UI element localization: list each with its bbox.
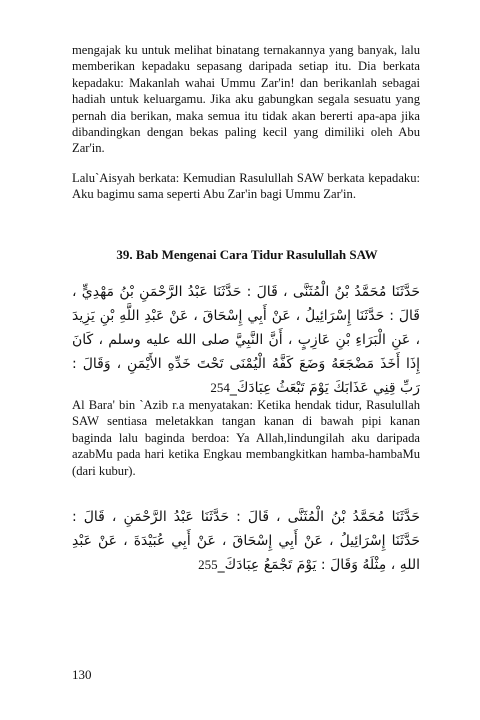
page-number: 130 [72,667,92,682]
paragraph-aisyah: Lalu`Aisyah berkata: Kemudian Rasulullah SAW berkata kepadaku: Aku bagimu sama seperti Abu Zar'in bagi Ummu Zar'in. [72,171,420,202]
hadith-255-number: 255 [198,557,218,572]
hadith-255-text: حَدَّثَنَا مُحَمَّدُ بْنُ الْمُثَنَّى ، قَالَ : حَدَّثَنَا عَبْدُ الرَّحْمَنِ ، قَالَ : حَدَّثَنَا إِسْرَائِيلُ ، عَنْ أَبِي إِسْحَاقَ ، عَنْ أَبِي عُبَيْدَةَ ، عَنْ عَبْدِ اللهِ ، مِثْلَهُ وَقَالَ : يَوْمَ تَجْمَعُ عِبَادَكَ [72,509,420,573]
paragraph-continuation: mengajak ku untuk melihat binatang ternakannya yang banyak, lalu memberikan kepadaku sepasang daripada setiap itu. Dia berkata kepadaku: Makanlah wahai Ummu Zar'in! dan berikanlah sebagai hadiah untuk keluargamu. Jika aku gabungkan segala sesuatu yang pernah dia berikan, maka semua itu tidak akan bererti apa-apa jika dibandingkan dengan bekas paling kecil yang dimiliki oleh Abu Zar'in. [72,43,420,156]
hadith-254-translation: Al Bara' bin `Azib r.a menyatakan: Ketika hendak tidur, Rasulullah SAW sentiasa meletakkan tangan kanan di bawah pipi kanan baginda lalu baginda berdoa: Ya Allah,lindungilah aku daripada azabMu pada hari ketika Engkau membangkitkan hamba-hambaMu (dari kubur). [72,398,420,478]
chapter-heading: 39. Bab Mengenai Cara Tidur Rasulullah SAW [116,247,378,262]
hadith-254-number: 254 [210,380,230,395]
hadith-254-text: حَدَّثَنَا مُحَمَّدُ بْنُ الْمُثَنَّى ، قَالَ : حَدَّثَنَا عَبْدُ الرَّحْمَنِ بْنُ مَهْدِيٍّ ، قَالَ : حَدَّثَنَا إِسْرَائِيلُ ، عَنْ أَبِي إِسْحَاقَ ، عَنْ عَبْدِ اللَّهِ بْنِ يَزِيدَ ، عَنِ الْبَرَاءِ بْنِ عَازِبٍ ، أَنَّ النَّبِيَّ صلى الله عليه وسلم ، كَانَ إِذَا أَخَذَ مَضْجَعَهُ وَضَعَ كَفَّهُ الْيُمْنَى تَحْتَ خَدِّهِ الأَيْمَنِ ، وَقَالَ : رَبِّ قِنِي عَذَابَكَ يَوْمَ تَبْعَثُ عِبَادَكَ [72,284,420,396]
hadith-255-arabic: حَدَّثَنَا مُحَمَّدُ بْنُ الْمُثَنَّى ، قَالَ : حَدَّثَنَا عَبْدُ الرَّحْمَنِ ، قَالَ : حَدَّثَنَا إِسْرَائِيلُ ، عَنْ أَبِي إِسْحَاقَ ، عَنْ أَبِي عُبَيْدَةَ ، عَنْ عَبْدِ اللهِ ، مِثْلَهُ وَقَالَ : يَوْمَ تَجْمَعُ عِبَادَكَ_255 [72,509,420,573]
hadith-254-arabic: حَدَّثَنَا مُحَمَّدُ بْنُ الْمُثَنَّى ، قَالَ : حَدَّثَنَا عَبْدُ الرَّحْمَنِ بْنُ مَهْدِيٍّ ، قَالَ : حَدَّثَنَا إِسْرَائِيلُ ، عَنْ أَبِي إِسْحَاقَ ، عَنْ عَبْدِ اللَّهِ بْنِ يَزِيدَ ، عَنِ الْبَرَاءِ بْنِ عَازِبٍ ، أَنَّ النَّبِيَّ صلى الله عليه وسلم ، كَانَ إِذَا أَخَذَ مَضْجَعَهُ وَضَعَ كَفَّهُ الْيُمْنَى تَحْتَ خَدِّهِ الأَيْمَنِ ، وَقَالَ : رَبِّ قِنِي عَذَابَكَ يَوْمَ تَبْعَثُ عِبَادَكَ_254 [72,284,420,396]
